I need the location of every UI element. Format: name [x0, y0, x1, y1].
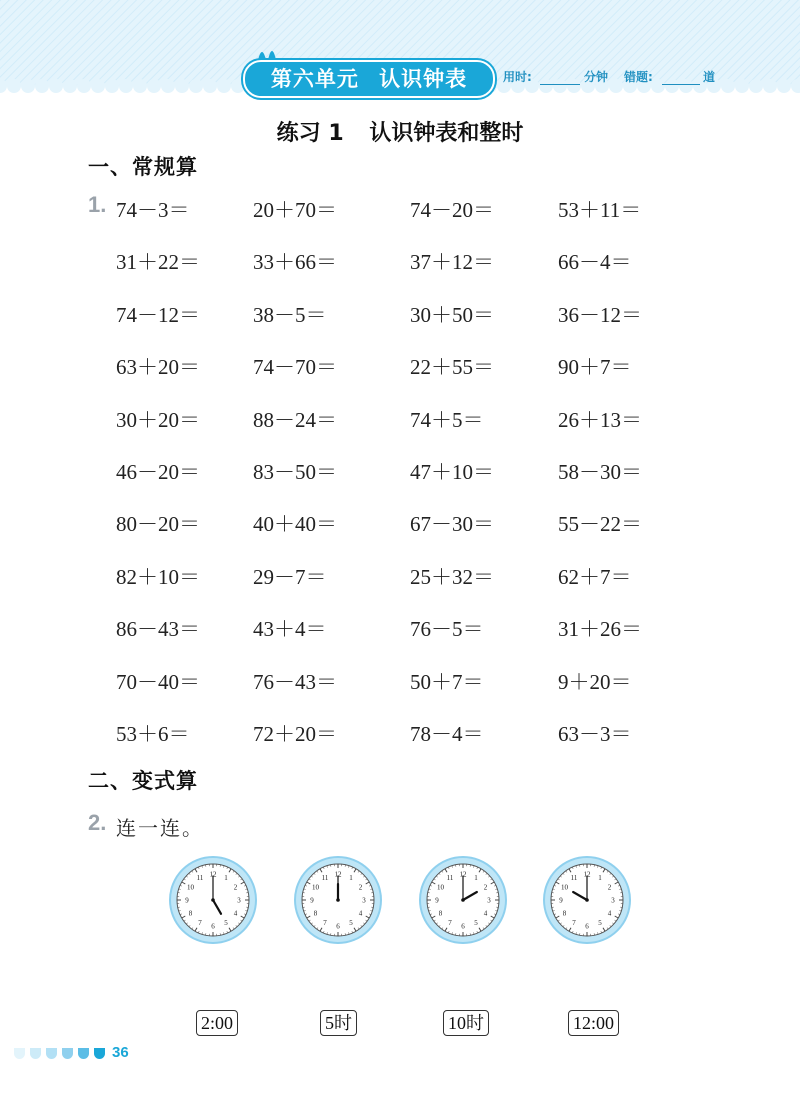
clock-numeral: 3: [237, 896, 241, 905]
time-label-box[interactable]: 12:00: [568, 1010, 619, 1036]
section-2-title: 二、变式算: [88, 769, 198, 793]
clock-numeral: 4: [483, 909, 488, 918]
clock-numeral: 11: [446, 873, 454, 882]
clock-numeral: 12: [583, 870, 591, 879]
equation: 76－43＝: [253, 669, 337, 694]
clock-face[interactable]: [293, 855, 383, 945]
clock-numeral: 11: [321, 873, 329, 882]
equation: 38－5＝: [253, 302, 327, 327]
page-number: 36: [112, 1044, 129, 1061]
time-label: 用时:: [503, 70, 532, 84]
clock-numeral: 5: [598, 919, 602, 928]
footer-dot: [46, 1048, 57, 1059]
clock-numeral: 7: [448, 919, 452, 928]
clock-numeral: 10: [186, 883, 194, 892]
equation: 20＋70＝: [253, 198, 337, 222]
clock-center: [461, 898, 465, 902]
question-2-number: 2.: [88, 810, 107, 835]
time-label-box[interactable]: 10时: [443, 1010, 489, 1036]
clock-numeral: 8: [438, 909, 443, 918]
footer-dot: [30, 1048, 41, 1059]
clock-numeral: 8: [188, 909, 193, 918]
clock-numeral: 9: [559, 896, 563, 905]
equation: 74＋5＝: [410, 407, 484, 432]
footer-dot: [62, 1048, 73, 1059]
exercise-title: [0, 116, 800, 147]
clock-numeral: 12: [334, 870, 342, 879]
clock-numeral: 4: [607, 909, 612, 918]
equation: 66－4＝: [558, 250, 632, 275]
clock-numeral: 7: [572, 919, 576, 928]
clock-numeral: 3: [362, 896, 366, 905]
clock-numeral: 9: [185, 896, 189, 905]
clock-numeral: 12: [209, 870, 217, 879]
clock-center: [336, 898, 340, 902]
equation: 53＋11＝: [558, 198, 642, 222]
equation: 55－22＝: [558, 512, 642, 537]
clock-numeral: 11: [570, 873, 578, 882]
clock-numeral: 7: [198, 919, 202, 928]
clock-numeral: 4: [233, 909, 238, 918]
equation: 30＋20＝: [116, 407, 200, 432]
clock-numeral: 9: [310, 896, 314, 905]
clock-numeral: 8: [562, 909, 567, 918]
equation: 58－30＝: [558, 460, 642, 484]
errors-unit: 道: [703, 70, 716, 84]
equation: 70－40＝: [116, 669, 200, 694]
equation: 67－30＝: [410, 512, 494, 537]
equation: 47＋10＝: [410, 460, 494, 484]
equation: 74－12＝: [116, 302, 200, 327]
clock-center: [585, 898, 589, 902]
clock-numeral: 6: [461, 922, 465, 931]
unit-label: 第六单元: [270, 67, 359, 91]
equation: 80－20＝: [116, 512, 200, 537]
equation: 74－3＝: [116, 198, 190, 222]
equation: 43＋4＝: [253, 617, 327, 642]
equation: 88－24＝: [253, 407, 337, 432]
clock-numeral: 3: [487, 896, 491, 905]
clock-numeral: 3: [611, 896, 615, 905]
equation: 9＋20＝: [558, 669, 632, 694]
clock-numeral: 10: [311, 883, 319, 892]
equation: 83－50＝: [253, 460, 337, 484]
equation: 37＋12＝: [410, 250, 494, 275]
clock-numeral: 5: [349, 919, 353, 928]
clock-numeral: 6: [336, 922, 340, 931]
clock-face[interactable]: [168, 855, 258, 945]
clock-numeral: 8: [313, 909, 318, 918]
time-label-box[interactable]: 2:00: [196, 1010, 238, 1036]
section-1-title: 一、常规算: [88, 155, 198, 179]
equation: 31＋22＝: [116, 250, 200, 275]
unit-banner: [243, 60, 495, 98]
clock-numeral: 10: [560, 883, 568, 892]
question-1-number: 1.: [88, 192, 107, 217]
equation: 33＋66＝: [253, 250, 337, 275]
clock-face[interactable]: [542, 855, 632, 945]
clock-numeral: 2: [233, 883, 238, 892]
footer-dot: [14, 1048, 25, 1059]
equation: 31＋26＝: [558, 617, 642, 642]
clock-face[interactable]: [418, 855, 508, 945]
equation: 29－7＝: [253, 564, 327, 589]
clock-numeral: 5: [474, 919, 478, 928]
equation: 22＋55＝: [410, 355, 494, 380]
exercise-number: 练习 1: [276, 121, 344, 146]
clock-numeral: 1: [349, 873, 353, 882]
equation: 62＋7＝: [558, 564, 632, 589]
clock-numeral: 7: [323, 919, 327, 928]
equation: 63－3＝: [558, 722, 632, 746]
equation: 25＋32＝: [410, 564, 494, 589]
clock-numeral: 4: [358, 909, 363, 918]
clock-numeral: 12: [459, 870, 467, 879]
time-unit: 分钟: [584, 70, 609, 84]
time-blank[interactable]: [540, 84, 580, 85]
equation: 74－70＝: [253, 355, 337, 380]
unit-title: 认识钟表: [379, 67, 468, 91]
equation: 46－20＝: [116, 460, 200, 484]
equation: 53＋6＝: [116, 722, 190, 746]
clock-numeral: 11: [196, 873, 204, 882]
equation: 74－20＝: [410, 198, 494, 222]
clock-numeral: 2: [483, 883, 488, 892]
errors-label: 错题:: [624, 70, 653, 84]
question-2-instruction: 连一连。: [116, 816, 204, 840]
clock-numeral: 6: [211, 922, 215, 931]
equation: 76－5＝: [410, 617, 484, 642]
equation: 72＋20＝: [253, 722, 337, 746]
clock-numeral: 2: [607, 883, 612, 892]
equation: 86－43＝: [116, 617, 200, 642]
clock-numeral: 6: [585, 922, 589, 931]
equation: 26＋13＝: [558, 407, 642, 432]
footer-dot: [78, 1048, 89, 1059]
clock-numeral: 5: [224, 919, 228, 928]
exercise-name: 认识钟表和整时: [369, 121, 524, 146]
equation: 50＋7＝: [410, 669, 484, 694]
clock-numeral: 2: [358, 883, 363, 892]
clock-center: [211, 898, 215, 902]
time-label-box[interactable]: 5时: [320, 1010, 357, 1036]
errors-blank[interactable]: [662, 84, 700, 85]
equation: 63＋20＝: [116, 355, 200, 380]
equation: 90＋7＝: [558, 355, 632, 380]
equation: 82＋10＝: [116, 564, 200, 589]
footer-dot: [94, 1048, 105, 1059]
clock-numeral: 1: [474, 873, 478, 882]
clock-numeral: 1: [224, 873, 228, 882]
clock-numeral: 10: [436, 883, 444, 892]
clock-numeral: 1: [598, 873, 602, 882]
equation: 30＋50＝: [410, 302, 494, 327]
equation: 36－12＝: [558, 302, 642, 327]
clock-numeral: 9: [435, 896, 439, 905]
equation: 78－4＝: [410, 722, 484, 746]
equation: 40＋40＝: [253, 512, 337, 537]
